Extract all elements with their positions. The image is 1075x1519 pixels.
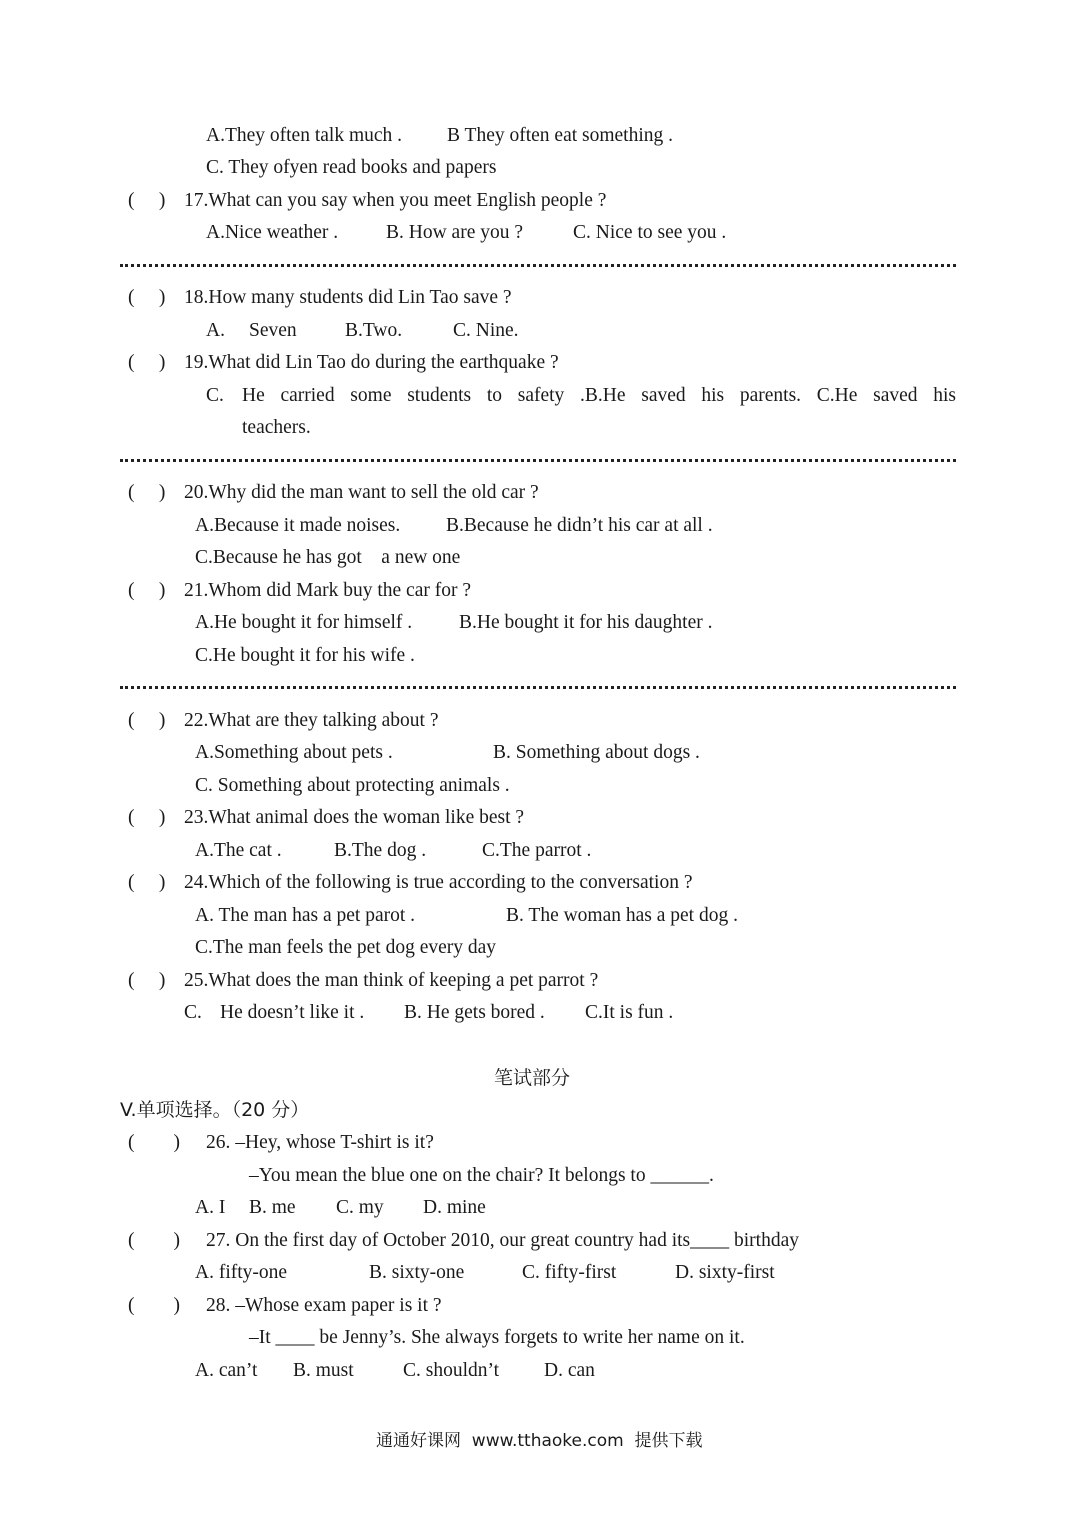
q28-option-b: B. must (293, 1360, 354, 1381)
q23-option-c: C.The parrot . (482, 840, 592, 861)
answer-paren: ( ) (128, 710, 166, 731)
q17-option-c: C. Nice to see you . (573, 222, 727, 243)
q26-option-c: C. my (336, 1197, 384, 1218)
q16-option-c: C. They ofyen read books and papers (206, 157, 497, 178)
dotted-separator (120, 459, 956, 462)
q20-option-c: C.Because he has got a new one (195, 547, 461, 568)
answer-paren: ( ) (128, 580, 166, 601)
question-25: 25.What does the man think of keeping a pet parrot ? (184, 970, 599, 991)
question-19: 19.What did Lin Tao do during the earthquake ? (184, 352, 559, 373)
q27-option-b: B. sixty-one (369, 1262, 465, 1283)
q27-option-d: D. sixty-first (675, 1262, 775, 1283)
answer-paren: ( ) (128, 1230, 180, 1251)
q16-option-b: B They often eat something . (447, 125, 674, 146)
question-24: 24.Which of the following is true according to the conversation ? (184, 872, 693, 893)
q21-option-a: A.He bought it for himself . (195, 612, 413, 633)
q27-option-a: A. fifty-one (195, 1262, 288, 1283)
question-26-cont: –You mean the blue one on the chair? It belongs to ______. (249, 1165, 714, 1186)
q23-option-a: A.The cat . (195, 840, 282, 861)
q21-option-b: B.He bought it for his daughter . (459, 612, 713, 633)
q26-option-d: D. mine (423, 1197, 486, 1218)
page-footer: 通通好课网 www.tthaoke.com 提供下载 (376, 1431, 703, 1451)
answer-paren: ( ) (128, 190, 166, 211)
answer-paren: ( ) (128, 287, 166, 308)
q25-option-letter: C. (184, 1002, 202, 1023)
q17-option-a: A.Nice weather . (206, 222, 339, 243)
question-20: 20.Why did the man want to sell the old car ? (184, 482, 539, 503)
dotted-separator (120, 264, 956, 267)
answer-paren: ( ) (128, 807, 166, 828)
q22-option-b: B. Something about dogs . (493, 742, 700, 763)
q20-option-a: A.Because it made noises. (195, 515, 401, 536)
question-26: 26. –Hey, whose T-shirt is it? (206, 1132, 434, 1153)
question-17: 17.What can you say when you meet English people ? (184, 190, 607, 211)
question-28-cont: –It ____ be Jenny’s. She always forgets to write her name on it. (249, 1327, 745, 1348)
q22-option-a: A.Something about pets . (195, 742, 393, 763)
question-22: 22.What are they talking about ? (184, 710, 439, 731)
part-heading: V.单项选择。（20 分） (120, 1099, 310, 1121)
answer-paren: ( ) (128, 1295, 180, 1316)
question-18: 18.How many students did Lin Tao save ? (184, 287, 512, 308)
q17-option-b: B. How are you ? (386, 222, 524, 243)
q24-option-c: C.The man feels the pet dog every day (195, 937, 497, 958)
q25-option-a: He doesn’t like it . (220, 1002, 365, 1023)
q18-option-c: C. Nine. (453, 320, 519, 341)
q25-option-b: B. He gets bored . (404, 1002, 545, 1023)
question-21: 21.Whom did Mark buy the car for ? (184, 580, 471, 601)
q28-option-d: D. can (544, 1360, 595, 1381)
q23-option-b: B.The dog . (334, 840, 427, 861)
question-23: 23.What animal does the woman like best ? (184, 807, 525, 828)
answer-paren: ( ) (128, 970, 166, 991)
answer-paren: ( ) (128, 1132, 180, 1153)
question-28: 28. –Whose exam paper is it ? (206, 1295, 442, 1316)
q24-option-b: B. The woman has a pet dog . (506, 905, 738, 926)
dotted-separator (120, 686, 956, 689)
section-title: 笔试部分 (494, 1067, 571, 1089)
q28-option-a: A. can’t (195, 1360, 258, 1381)
q26-option-b: B. me (249, 1197, 296, 1218)
answer-paren: ( ) (128, 482, 166, 503)
answer-paren: ( ) (128, 872, 166, 893)
q25-option-c: C.It is fun . (585, 1002, 674, 1023)
q28-option-c: C. shouldn’t (403, 1360, 500, 1381)
answer-paren: ( ) (128, 352, 166, 373)
q19-option-letter: C. (206, 385, 224, 406)
q24-option-a: A. The man has a pet parot . (195, 905, 416, 926)
q21-option-c: C.He bought it for his wife . (195, 645, 415, 666)
q20-option-b: B.Because he didn’t his car at all . (446, 515, 713, 536)
q19-options-cont: teachers. (242, 417, 311, 438)
q19-options: He carried some students to safety .B.He saved his parents. C.He saved his (242, 385, 956, 406)
q27-option-c: C. fifty-first (522, 1262, 617, 1283)
q18-option-a: Seven (249, 320, 297, 341)
question-27: 27. On the first day of October 2010, our great country had its____ birthday (206, 1230, 799, 1251)
q18-option-a-letter: A. (206, 320, 225, 341)
q16-option-a: A.They often talk much . (206, 125, 403, 146)
q22-option-c: C. Something about protecting animals . (195, 775, 510, 796)
q18-option-b: B.Two. (345, 320, 403, 341)
q26-option-a: A. I (195, 1197, 226, 1218)
